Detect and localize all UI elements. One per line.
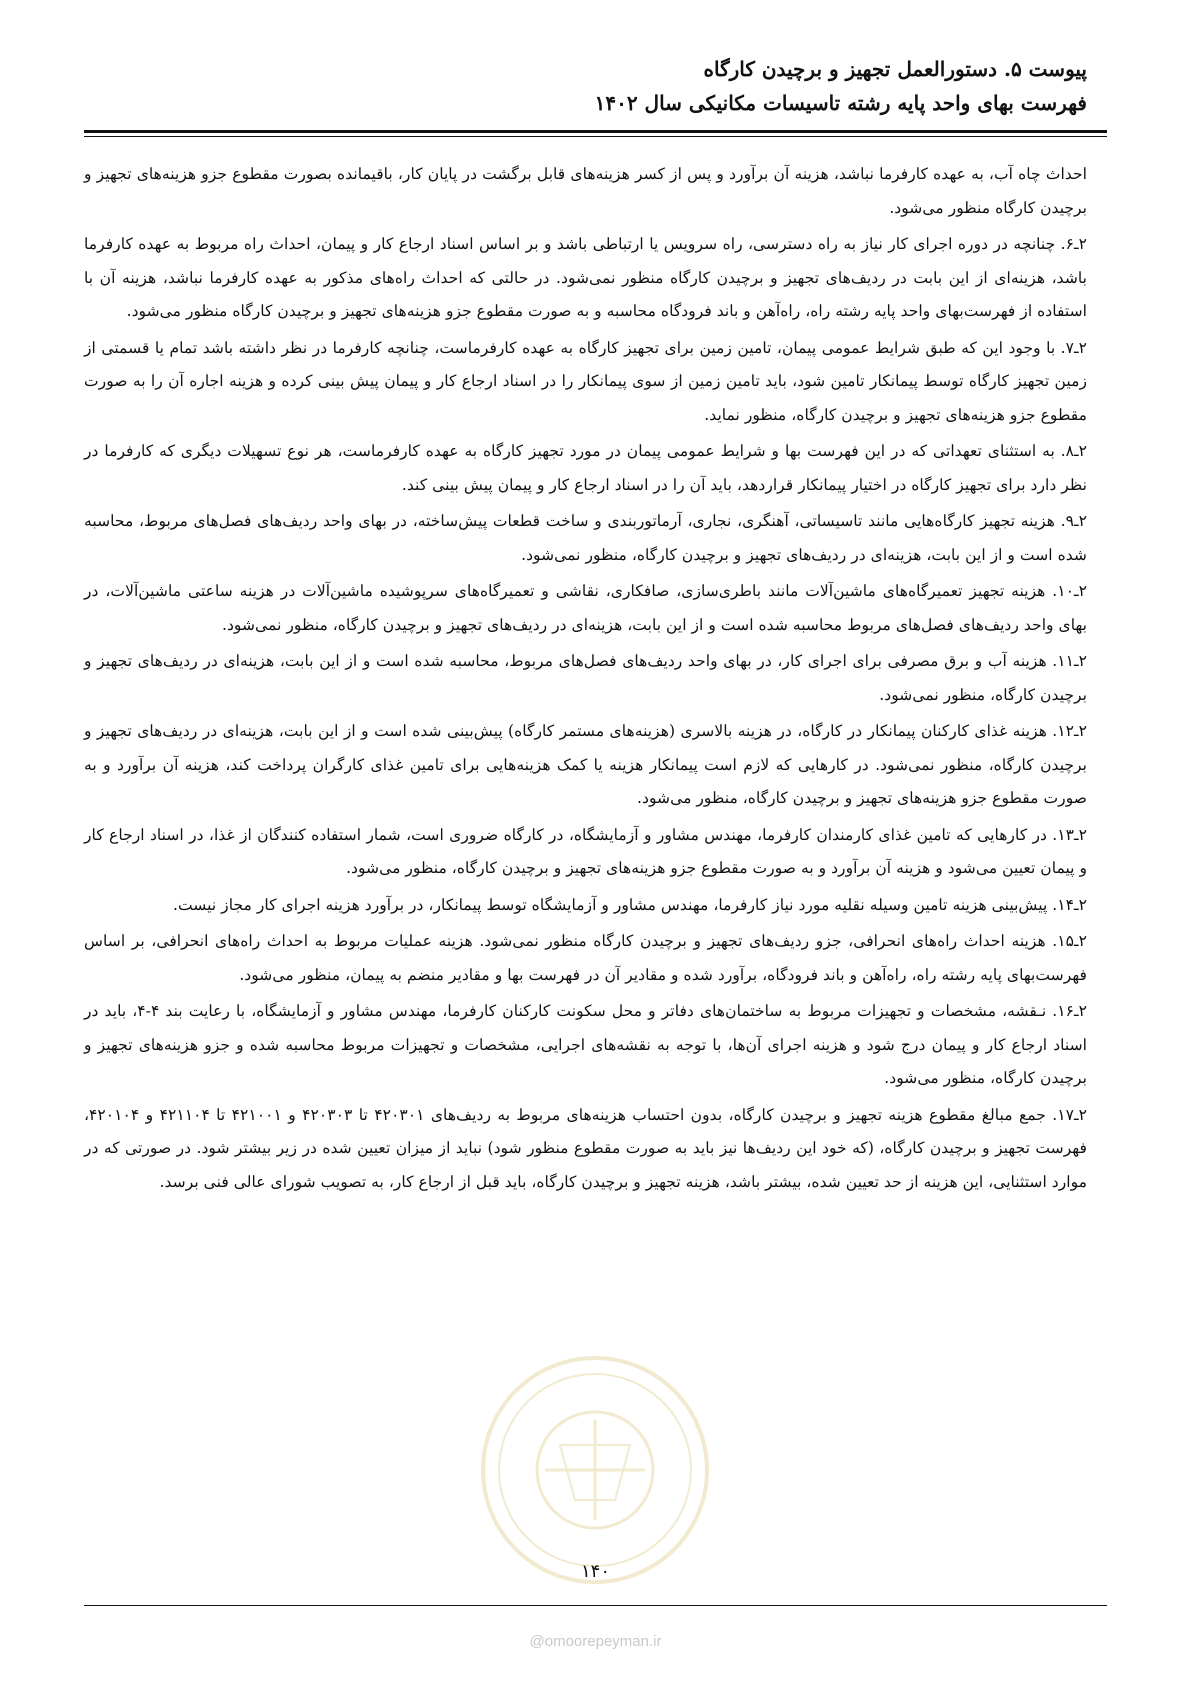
document-title: فهرست بهای واحد پایه رشته تاسیسات مکانیکی سال ۱۴۰۲ (594, 91, 1087, 115)
paragraph-2-11: ۲ـ۱۱. هزینه آب و برق مصرفی برای اجرای کار، در بهای واحد ردیف‌های فصل‌های مربوط، محاسبه شده است و از این بابت، هزینه‌ای در ردیف‌های تجهیز و برچیدن کارگاه، منظور نمی‌شود. (84, 652, 1087, 704)
page-number: ۱۴۰ (580, 1561, 610, 1582)
paragraph-2-10: ۲ـ۱۰. هزینه تجهیز تعمیرگاه‌های ماشین‌آلات مانند باطری‌سازی، صافکاری، نقاشی و تعمیرگاه‌های سرپوشیده ماشین‌آلات در هزینه ساعتی ماشین‌آلات، در بهای واحد ردیف‌های فصل‌های مربوط محاسبه شده است و از این بابت، هزینه‌ای در ردیف‌های تجهیز و برچیدن کارگاه، منظور نمی‌شود. (84, 582, 1087, 634)
paragraph-2-7: ۲ـ۷. با وجود این که طبق شرایط عمومی پیمان، تامین زمین برای تجهیز کارگاه به عهده کارفرماست، چنانچه کارفرما در نظر داشته باشد تمام یا قسمتی از زمین تجهیز کارگاه توسط پیمانکار تامین شود، باید تامین زمین از سوی پیمانکار را در اسناد ارجاع کار و پیمان پیش بینی کرده و هزینه اجاره آن را به صورت مقطوع جزو هزینه‌های تجهیز و برچیدن کارگاه، منظور نماید. (84, 338, 1087, 424)
paragraph-2-14: ۲ـ۱۴. پیش‌بینی هزینه تامین وسیله نقلیه مورد نیاز کارفرما، مهندس مشاور و آزمایشگاه توسط پیمانکار، در برآورد هزینه اجرای کار مجاز نیست. (172, 895, 1087, 914)
paragraph-2-16: ۲ـ۱۶. نـقشه، مشخصات و تجهیزات مربوط به ساختمان‌های دفاتر و محل سکونت کارکنان کارفرما، مهندس مشاور و آزمایشگاه، با رعایت بند ۴-۴، باید در اسناد ارجاع کار و پیمان درج شود و هزینه اجرای آن‌ها، با توجه به نقشه‌های اجرایی، مشخصات و تجهیزات مربوط محاسبه شده و جزو هزینه‌های تجهیز و برچیدن کارگاه، منظور می‌شود. (84, 1002, 1087, 1087)
header-rule-thick (84, 130, 1107, 133)
paragraph-continuation: احداث چاه آب، به عهده کارفرما نباشد، هزینه آن برآورد و پس از کسر هزینه‌های قابل برگشت در پایان کار، باقیمانده بصورت مقطوع جزو هزینه‌های تجهیز و برچیدن کارگاه منظور می‌شود. (84, 165, 1087, 217)
paragraph-2-15: ۲ـ۱۵. هزینه احداث راه‌های انحرافی، جزو ردیف‌های تجهیز و برچیدن کارگاه منظور نمی‌شود. هزینه عملیات مربوط به احداث راه‌های انحرافی، بر اساس فهرست‌بهای پایه رشته راه، راه‌آهن و باند فرودگاه، برآورد شده و مقادیر آن در فهرست بها و مقادیر منضم به پیمان، منظور می‌شود. (84, 932, 1087, 984)
watermark-seal-icon (475, 1350, 715, 1590)
body-text (84, 158, 1087, 1202)
appendix-title: پیوست ۵. دستورالعمل تجهیز و برچیدن کارگاه (703, 57, 1087, 81)
paragraph-2-12: ۲ـ۱۲. هزینه غذای کارکنان پیمانکار در کارگاه، در هزینه بالاسری (هزینه‌های مستمر کارگاه) پیش‌بینی شده است و از این بابت، هزینه‌ای در ردیف‌های تجهیز و برچیدن کارگاه، منظور نمی‌شود. در کارهایی که لازم است پیمانکار هزینه یا کمک هزینه‌هایی برای تامین غذای کارگران پرداخت کند، هزینه آن برآورد و به صورت مقطوع جزو هزینه‌های تجهیز و برچیدن کارگاه، منظور می‌شود. (84, 722, 1087, 807)
paragraph-2-13: ۲ـ۱۳. در کارهایی که تامین غذای کارمندان کارفرما، مهندس مشاور و آزمایشگاه، در کارگاه ضروری است، شمار استفاده کنندگان از غذا، در اسناد ارجاع کار و پیمان تعیین می‌شود و هزینه آن برآورد و به صورت مقطوع جزو هزینه‌های تجهیز و برچیدن کارگاه، منظور می‌شود. (84, 825, 1087, 877)
paragraph-2-6: ۲ـ۶. چنانچه در دوره اجرای کار نیاز به راه دسترسی، راه سرویس یا ارتباطی باشد و بر اساس اسناد ارجاع کار و پیمان، احداث راه مربوط به عهده کارفرما باشد، هزینه‌ای از این بابت در ردیف‌های تجهیز و برچیدن کارگاه منظور نمی‌شود. در حالتی که احداث راه‌های مذکور به عهده کارفرما نباشد، هزینه آن با استفاده از فهرست‌بهای واحد پایه رشته راه، راه‌آهن و باند فرودگاه محاسبه و به صورت مقطوع جزو هزینه‌های تجهیز و برچیدن کارگاه منظور می‌شود. (84, 235, 1087, 320)
watermark-handle: @omoorepeyman.ir (529, 1633, 662, 1650)
page-header (84, 52, 1087, 120)
header-rule-thin (84, 136, 1107, 137)
footer-rule (84, 1605, 1107, 1606)
paragraph-2-8: ۲ـ۸. به استثنای تعهداتی که در این فهرست بها و شرایط عمومی پیمان در مورد تجهیز کارگاه به عهده کارفرماست، هر نوع تسهیلات دیگری که کارفرما در نظر دارد برای تجهیز کارگاه در اختیار پیمانکار قراردهد، باید آن را در اسناد ارجاع کار و پیمان پیش بینی کند. (84, 442, 1087, 494)
paragraph-2-9: ۲ـ۹. هزینه تجهیز کارگاه‌هایی مانند تاسیساتی، آهنگری، نجاری، آرماتوربندی و ساخت قطعات پیش‌ساخته، در بهای واحد ردیف‌های فصل‌های مربوط، محاسبه شده است و از این بابت، هزینه‌ای در ردیف‌های تجهیز و برچیدن کارگاه، منظور نمی‌شود. (84, 512, 1087, 564)
paragraph-2-17: ۲ـ۱۷. جمع مبالغ مقطوع هزینه تجهیز و برچیدن کارگاه، بدون احتساب هزینه‌های مربوط به ردیف‌های ۴۲۰۳۰۱ تا ۴۲۰۳۰۳ و ۴۲۱۰۰۱ تا ۴۲۱۱۰۴ و ۴۲۰۱۰۴، فهرست تجهیز و برچیدن کارگاه، (که خود این ردیف‌ها نیز باید به صورت مقطوع منظور شود) نباید از میزان تعیین شده در زیر بیشتر شود. در صورتی که در موارد استثنایی، این هزینه از حد تعیین شده، بیشتر باشد، هزینه تجهیز و برچیدن کارگاه، باید قبل از ارجاع کار، به تصویب شورای عالی فنی برسد. (84, 1105, 1087, 1191)
